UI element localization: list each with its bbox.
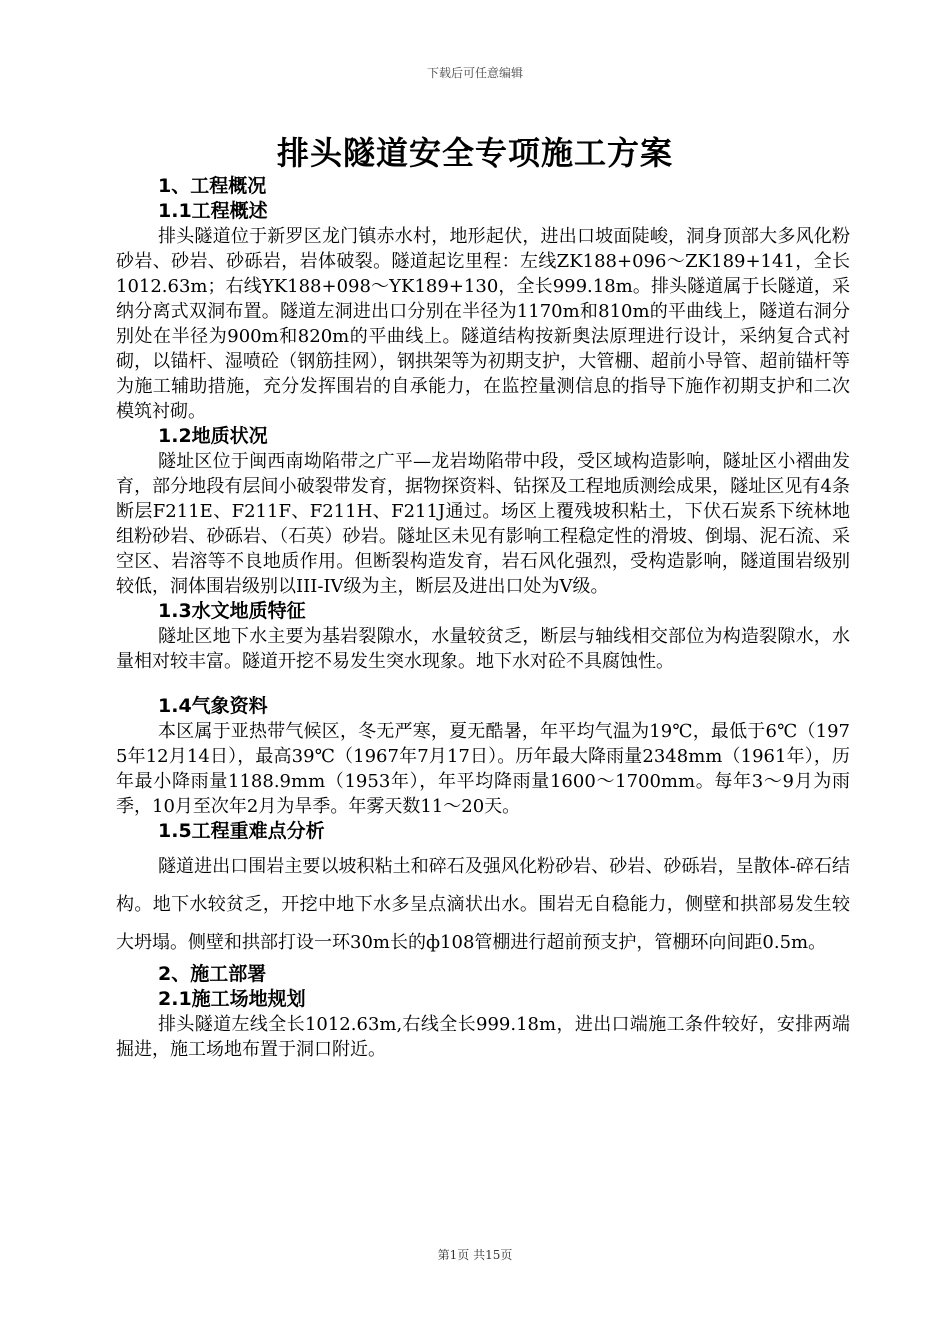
section-heading-2-1: 2.1施工场地规划 — [158, 988, 306, 1010]
section-heading-1-3: 1.3水文地质特征 — [158, 600, 306, 622]
section-body-2-1: 排头隧道左线全长1012.63m,右线全长999.18m，进出口端施工条件较好，安排两端掘进，施工场地布置于洞口附近。 — [116, 1014, 850, 1060]
section-body-1-4: 本区属于亚热带气候区，冬无严寒，夏无酷暑，年平均气温为19℃，最低于6℃（1975年12月14日），最高39℃（1967年7月17日）。历年最大降雨量2348mm（1961年），历年最小降雨量1188.9mm（1953年），年平均降雨量1600～1700mm。每年3～9月为雨季，10月至次年2月为旱季。年雾天数11～20天。 — [116, 721, 850, 817]
section-heading-1-1: 1.1工程概述 — [158, 200, 268, 222]
section-body-1-2: 隧址区位于闽西南坳陷带之广平—龙岩坳陷带中段，受区域构造影响，隧址区小褶曲发育，部分地段有层间小破裂带发育，据物探资料、钻探及工程地质测绘成果，隧址区见有4条断层F211E、F211F、F211H、F211J通过。场区上覆残坡积粘土，下伏石炭系下统林地组粉砂岩、砂砾岩、（石英）砂岩。隧址区未见有影响工程稳定性的滑坡、倒塌、泥石流、采空区、岩溶等不良地质作用。但断裂构造发育，岩石风化强烈，受构造影响，隧道围岩级别较低，洞体围岩级别以III-IV级为主，断层及进出口处为V级。 — [116, 451, 850, 597]
section-heading-1: 1、工程概况 — [158, 175, 267, 197]
section-body-1-5: 隧道进出口围岩主要以坡积粘土和碎石及强风化粉砂岩、砂岩、砂砾岩，呈散体-碎石结构。地下水较贫乏，开挖中地下水多呈点滴状出水。围岩无自稳能力，侧壁和拱部易发生较大坍塌。侧壁和拱部打设一环30m长的ф108管棚进行超前预支护，管棚环向间距0.5m。 — [116, 856, 850, 953]
document-title: 排头隧道安全专项施工方案 — [276, 134, 673, 172]
section-heading-1-4: 1.4气象资料 — [158, 695, 268, 717]
document-body — [116, 174, 850, 1062]
section-body-1-3: 隧址区地下水主要为基岩裂隙水，水量较贫乏，断层与轴线相交部位为构造裂隙水，水量相对较丰富。隧道开挖不易发生突水现象。地下水对砼不具腐蚀性。 — [116, 626, 850, 672]
section-heading-1-5: 1.5工程重难点分析 — [158, 820, 325, 842]
section-body-1-1: 排头隧道位于新罗区龙门镇赤水村，地形起伏，进出口坡面陡峻，洞身顶部大多风化粉砂岩、砂岩、砂砾岩，岩体破裂。隧道起讫里程：左线ZK188+096～ZK189+141，全长1012.63m；右线YK188+098～YK189+130，全长999.18m。排头隧道属于长隧道，采纳分离式双洞布置。隧道左洞进出口分别在半径为1170m和810m的平曲线上，隧道右洞分别处在半径为900m和820m的平曲线上。隧道结构按新奥法原理进行设计，采纳复合式衬砌，以锚杆、湿喷砼（钢筋挂网），钢拱架等为初期支护，大管棚、超前小导管、超前锚杆等为施工辅助措施，充分发挥围岩的自承能力，在监控量测信息的指导下施作初期支护和二次模筑衬砌。 — [116, 226, 850, 422]
page-header: 下载后可任意编辑 — [426, 66, 523, 80]
page-number-footer: 第1页 共15页 — [437, 1248, 513, 1262]
section-heading-1-2: 1.2地质状况 — [158, 425, 268, 447]
section-heading-2: 2、施工部署 — [158, 963, 267, 985]
